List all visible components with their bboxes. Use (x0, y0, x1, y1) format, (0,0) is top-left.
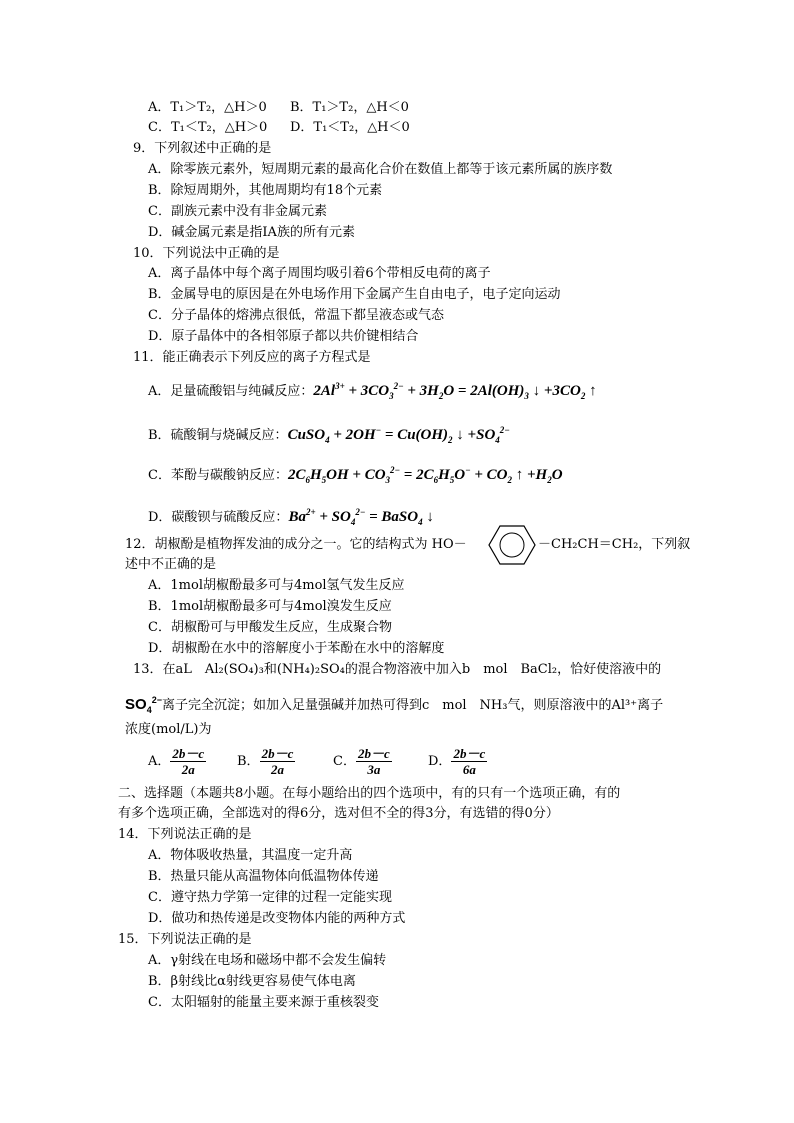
q8-option-d: D．T₁＜T₂，△H＜0 (290, 120, 410, 135)
q12-option-c: C．胡椒酚可与甲酸发生反应，生成聚合物 (148, 620, 392, 635)
numerator: 2b－c (261, 746, 294, 761)
q12-option-b: B．1mol胡椒酚最多可与4mol溴发生反应 (148, 599, 392, 614)
q12-stem-group: －CH₂CH＝CH₂，下列叙 (538, 537, 691, 552)
q13-option-a-fraction (170, 746, 206, 777)
q15-stem: 15．下列说法正确的是 (118, 932, 252, 947)
q14-stem: 14．下列说法正确的是 (118, 827, 252, 842)
q11-option-b-label: B．硫酸铜与烧碱反应： (148, 428, 288, 443)
q13-option-d (428, 746, 487, 777)
q15-option-b: B．β射线比α射线更容易使气体电离 (148, 974, 356, 989)
q14-option-c: C．遵守热力学第一定律的过程一定能实现 (148, 890, 392, 905)
q13-line2 (125, 692, 663, 718)
q13-option-c-fraction (356, 746, 392, 777)
numerator: 2b－c (172, 746, 205, 761)
q14-option-a: A．物体吸收热量，其温度一定升高 (148, 848, 353, 863)
q14-option-d: D．做功和热传递是改变物体内能的两种方式 (148, 911, 406, 926)
q11-stem: 11．能正确表示下列反应的离子方程式是 (133, 350, 371, 365)
denominator: 6a (462, 762, 476, 777)
denominator: 2a (270, 762, 284, 777)
section2-heading-line2: 有多个选项正确，全部选对的得6分，选对但不全的得3分，有选错的得0分） (118, 806, 559, 821)
q13-option-a (148, 746, 206, 777)
q13-line2-text: 离子完全沉淀；如加入足量强碱并加热可得到c mol NH₃气，则原溶液中的Al³⁺离子 (161, 698, 664, 713)
q15-option-a: A．γ射线在电场和磁场中都不会发生偏转 (148, 953, 387, 968)
q13-option-d-label: D． (428, 754, 452, 769)
q9-option-b: B．除短周期外，其他周期均有18个元素 (148, 183, 383, 198)
q15-option-c: C．太阳辐射的能量主要来源于重核裂变 (148, 995, 379, 1010)
q11-option-a-label: A．足量硫酸铝与纯碱反应： (148, 384, 314, 399)
benzene-ring-icon (488, 524, 536, 566)
q13-option-b-label: B． (237, 754, 260, 769)
q8-option-b: B．T₁＞T₂，△H＜0 (290, 100, 409, 115)
q11-option-c-label: C．苯酚与碳酸钠反应： (148, 468, 288, 483)
q9-option-c: C．副族元素中没有非金属元素 (148, 204, 327, 219)
q11-option-b (148, 422, 510, 448)
q13-option-b (237, 746, 295, 777)
q10-option-d: D．原子晶体中的各相邻原子都以共价键相结合 (148, 329, 419, 344)
q11-option-d (148, 504, 434, 530)
q13-option-b-fraction (260, 746, 296, 777)
denominator: 2a (181, 762, 195, 777)
sulfate-ion-formula: $SO_4^{2-}$ (125, 695, 162, 715)
q11-option-a-equation: $2Al^{3+} + 3CO_3^{2-} + 3H_2O = 2Al(OH)_3$ ↓ $+3CO_2$ ↑ (313, 381, 597, 401)
q8-option-c: C．T₁＜T₂，△H＞0 (148, 120, 268, 135)
denominator: 3a (367, 762, 381, 777)
numerator: 2b－c (357, 746, 390, 761)
q13-option-c-label: C． (333, 754, 356, 769)
q9-option-a: A．除零族元素外，短周期元素的最高化合价在数值上都等于该元素所属的族序数 (148, 162, 613, 177)
numerator: 2b－c (453, 746, 486, 761)
q11-option-d-equation: $Ba^{2+} + SO_4^{2-}$ = BaSO$_4$ ↓ (288, 507, 434, 527)
q11-option-d-label: D．碳酸钡与硫酸反应： (148, 510, 289, 525)
section2-heading-line1: 二、选择题（本题共8小题。在每小题给出的四个选项中，有的只有一个选项正确，有的 (118, 786, 621, 801)
q11-option-c (148, 462, 563, 488)
q12-stem-cont: 述中不正确的是 (125, 557, 217, 572)
q13-line3: 浓度(mol/L)为 (125, 722, 212, 737)
q12-stem-start: 12．胡椒酚是植物挥发油的成分之一。它的结构式为 HO－ (125, 537, 467, 552)
q9-stem: 9．下列叙述中正确的是 (133, 141, 272, 156)
q14-option-b: B．热量只能从高温物体向低温物体传递 (148, 869, 379, 884)
q13-option-c (333, 746, 392, 777)
q11-option-a (148, 378, 597, 404)
q10-option-c: C．分子晶体的熔沸点很低，常温下都呈液态或气态 (148, 308, 444, 323)
q13-line1: 13．在aL Al₂(SO₄)₃和(NH₄)₂SO₄的混合物溶液中加入b mol BaCl₂，恰好使溶液中的 (133, 662, 662, 677)
q9-option-d: D．碱金属元素是指ⅠA族的所有元素 (148, 225, 355, 240)
q10-option-a: A．离子晶体中每个离子周围均吸引着6个带相反电荷的离子 (148, 266, 491, 281)
q8-option-a: A．T₁＞T₂，△H＞0 (148, 100, 267, 115)
q12-option-a: A．1mol胡椒酚最多可与4mol氢气发生反应 (148, 578, 405, 593)
q13-option-d-fraction (451, 746, 487, 777)
q11-option-c-equation: $2C_6H_5OH + CO_3^{2-} = 2C_6H_5O^- + CO_2$ ↑ $+H_2O$ (287, 465, 563, 485)
q13-option-a-label: A． (148, 754, 171, 769)
q11-option-b-equation: CuSO$_4$ + $2OH^- = Cu(OH)_2$ ↓ $+SO_4^{2-}$ (287, 425, 510, 445)
q12-option-d: D．胡椒酚在水中的溶解度小于苯酚在水中的溶解度 (148, 641, 445, 656)
q10-stem: 10．下列说法中正确的是 (133, 246, 280, 261)
q10-option-b: B．金属导电的原因是在外电场作用下金属产生自由电子，电子定向运动 (148, 287, 561, 302)
